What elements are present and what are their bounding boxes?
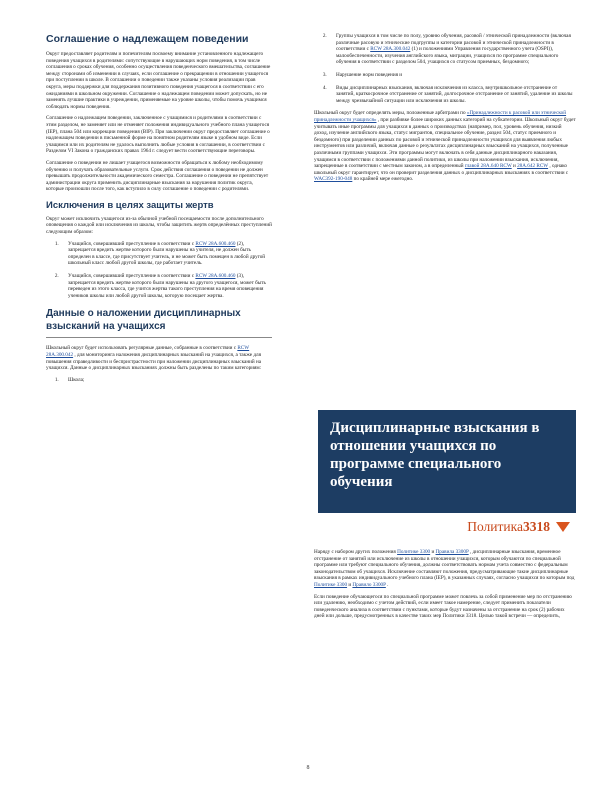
list-item — [328, 33, 576, 66]
paragraph-text: , однако школьный округ гарантирует, что он проверит разделения данных о дисциплинарных взысканиях в соответствии с — [314, 163, 569, 176]
rcw-link[interactable]: RCW 28A.600.460 — [195, 240, 236, 247]
page-number: 8 — [306, 765, 310, 771]
wac-link[interactable]: WAC392-190-048 — [314, 176, 353, 183]
policy-link[interactable]: Политике 3300 — [397, 549, 431, 555]
special-ed-paragraph-2: Если поведение обучающегося по специальной программе может повлечь за собой применение мер по отстранению или удалению, необходимо с учетом действий, если имеет такое намерение, следует применить показатели поведенческого анализа в соответствии с пунктами, которые будут назначены за отстранение на срок (2) рабочих дней или дольше, предусмотренных в качестве таких мер Политики 3318. Целью такой встречи — определить, — [314, 593, 572, 620]
paragraph-text: , для мониторинга наложения дисциплинарных взысканий на учащихся, а также для повышения справедливости и беспристрастности при наложении дисциплинарных взысканий на учащихся. Данные о дисциплинарных взысканиях должны быть разделены по таким категориям: — [46, 352, 262, 372]
paragraph-text: и — [348, 581, 352, 588]
list-item-text: (1) и положениями Управления государственного учета (OSPI)), малообеспеченности, изучения английского языка, миграции, учащихся по программе специального обучения в соответствии с разделом 504, учащихся со статусом приемных, бездомного; — [336, 46, 559, 66]
ospi-guidance-link[interactable]: «Принадлежности к расовой или этнической принадлежности учащихся» — [314, 110, 567, 123]
paragraph-text: и — [431, 549, 435, 555]
rcw-link[interactable]: 28A.642 RCW — [517, 163, 549, 170]
list-item: 1. Школа; — [60, 377, 272, 384]
right-column — [314, 33, 576, 188]
disaggregation-paragraph — [314, 110, 576, 183]
policy-label — [467, 519, 550, 535]
section-heading-data: Данные о наложении дисциплинарных взысканий на учащихся — [46, 308, 241, 333]
conduct-paragraph-3: Соглашение о поведении не лишает учащегося возможности обращаться к любому необходимому обучению и получать образовательные услуги. Срок действия соглашения о поведении не должен превышать продолжительности академического семестра. Соглашение о поведении не препятствует администрации округа применить дисциплинарные взыскания за нарушения политик округа, которые произошли после того, как вступило в силу соглашение о поведении с родителями. — [46, 159, 269, 193]
paragraph-text: Школьный округ будет определять меры, положенные арбитрами по — [314, 110, 466, 117]
paragraph-text: Наряду с набором других положения — [314, 549, 396, 555]
banner-title: Дисциплинарные взыскания в отношении учащихся по программе специального обучения — [330, 420, 540, 490]
policy-link[interactable]: Политике 3300 — [314, 581, 348, 588]
list-item-text: (3), запрещается вредить жертве которого были нарушены на другого учащегося, может быть переведен из этого класса, где учится жертва такого преступления на время оповещения учеников школы или любой другой школы, которую посещает жертва. — [68, 273, 266, 299]
list-item-text: Учащийся, совершивший преступление в соответствии с — [68, 273, 195, 280]
rcw-link[interactable]: RCW 28A.600.460 — [195, 273, 236, 280]
paragraph-text: Школьный округ будет использовать регулярные данные, собранные в соответствии с — [46, 345, 237, 352]
list-item: 3. Нарушение норм поведения и — [328, 72, 576, 79]
victims-intro: Округ может исключить учащегося из-за обычной учебной посещаемости после дополнительного оповещения о каждой или исключения из школы, чтобы защитить жертв определённых преступлений следующим образом: — [46, 215, 272, 236]
paragraph-text: . — [387, 581, 389, 588]
paragraph-text: , при разбивке более широких данных категорий на субкатегории. Школьный округ будет учитывать иные программы для учащихся в данных о производствах (например, пол, уровень обучения, низкий доход, изучение английского языка, статус мигрантов, специальное обучение, раздел 504, статус приемного и бездомного) при разделении данных по расовой и этнической принадлежности учащихся для выявления любых инструментов или различий, включая данные о результатах дисциплинарных взысканий на учащихся, полученные различными группами учащихся. Эти программы могут включать в себя данные дисциплинарного наказания, учащимся в соответствии с положениями данной политики, из школы при наложении взыскания, исключения, запрещенные в соответствии с местным законом, а в определенный — [314, 116, 576, 170]
divider — [46, 337, 272, 338]
conduct-paragraph-1: Округ предоставляет родителям и попечителям посвоему внимание установленного надлежащего поведения учащихся в родителями: сопутствующие в нарушающих норм поведения, в том числе соглашения о сроках обучения, особенно осуществления поведенческого вмешательства, соглашение между сторонами об изменении в случаях, если соглашение о прекращении в отношении учащегося при поступлении в школе. В соглашении о поведении также указаны условия реализации прав округа, меры поддержки для поддержания позитивного поведения учащегося в соответствии с его ожиданиями в школьном окружении. Соглашение о надлежащем поведении может допускать, но не заменять лучшие практики в учреждении, применяемые на уровне школы, чтобы помочь учащимся соблюдать нормы поведения. — [46, 51, 271, 110]
list-item — [60, 273, 272, 299]
victims-list — [46, 241, 272, 300]
special-ed-paragraph-1 — [314, 549, 576, 589]
procedure-link[interactable]: Правило 3300P — [352, 581, 386, 588]
list-item-text: Учащийся, совершивший преступление в соответствии с — [68, 240, 195, 247]
section-banner — [318, 410, 576, 513]
policy-prefix: Политика — [467, 519, 523, 534]
paragraph-text: и — [512, 163, 516, 170]
section-heading-victims: Исключения в целях защиты жертв — [46, 199, 214, 211]
conduct-paragraph-2: Соглашение о надлежащем поведении, заключенное с учащимися и родителями в соответствии с этим разделом, не заменяет или не отменяет положения индивидуального учебного плана учащегося (IEP), плана 504 или коррекции поведения (BIP). При заключении округ предоставляет соглашение о надлежащем поведении в письменной форме на понятном родителям языке в удобном виде. Если учащимся или их родителям не удалось выполнить любые условия в соглашении, в соответствии с Разделом VI Закона о гражданских правах 1964 г. следует вести соответствующие переговоры. — [46, 115, 270, 155]
paragraph-text: по крайней мере ежегодно. — [353, 176, 414, 183]
rcw-link[interactable]: RCW 28A.300.042 — [370, 46, 411, 53]
paragraph-text: , дисциплинарные взыскания, временное отстранение от занятий или исключение из школы в отношении учащихся, которым обучаются по специальной программе или требуют специального обучения, должны соответствовать нормам учета совместно с федеральным законодательством об учащихся. Исключение составляют положения, предусматривающие такие дисциплинарные взыскания в рамках индивидуального учебного плана (IEP), в указанных случаях, согласно учащихся по которым под — [314, 549, 575, 582]
section-heading-conduct: Соглашение о надлежащем поведении — [46, 33, 249, 45]
data-paragraph — [46, 345, 272, 371]
data-categories-list-continued — [314, 33, 576, 104]
procedure-link[interactable]: Правила 3300P — [435, 549, 469, 555]
right-column-lower — [314, 549, 576, 625]
list-item — [60, 241, 272, 267]
list-item: 4. Виды дисциплинарных взыскания, включая исключения из класса, внутришкольное отстранение от занятий, краткосрочное отстранение от занятий, долгосрочное отстранение от занятий, удаление из школы между чрезвычайной ситуации или исключения из школы. — [328, 85, 576, 105]
list-item-text: (2), запрещается вредить жертве которого были нарушены на учителя, не должен быть определен в классе, где присутствует учитель, и не может быть помещен в любой другой школьный класс любой другой школы, где работает учитель. — [68, 240, 266, 267]
rcw-link[interactable]: главой 28A.640 RCW — [464, 163, 512, 170]
triangle-down-icon — [556, 522, 570, 532]
policy-number: 3318 — [523, 519, 550, 534]
left-column — [46, 33, 272, 389]
rcw-link[interactable]: RCW 28A.300.042 — [46, 345, 250, 358]
policy-reference — [450, 519, 576, 537]
data-categories-list — [46, 377, 272, 384]
list-item-text: Группы учащихся в том числе по полу, уровню обучения, расовой / этнической принадлежности (включая различные расовую и этнические подгруппы и категории расовой и этнической принадлежности в соответствии с — [336, 33, 571, 53]
